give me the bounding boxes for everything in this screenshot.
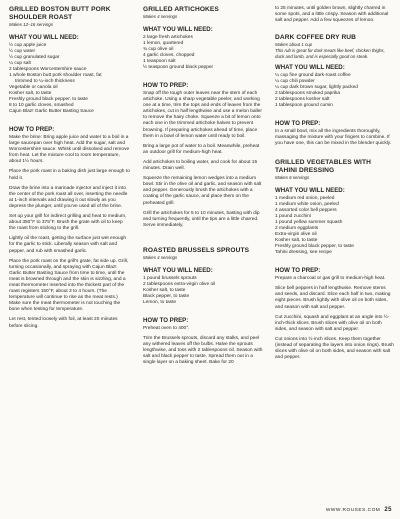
ingredients-heading: WHAT YOU WILL NEED:	[143, 26, 213, 33]
ingredient: 8 to 10 garlic cloves, smashed	[9, 103, 74, 108]
ingredient: 1 medium white onion, peeled	[275, 202, 339, 208]
prep-step: Grill the artichokes for 5 to 10 minutes, basting with dip and turning frequently, until the tips are a little charred. Serve immediately.	[143, 210, 260, 228]
ingredient: 1 pound brussels sprouts	[143, 275, 197, 281]
ingredient-list	[143, 35, 264, 71]
column-2	[143, 6, 264, 370]
prep-heading: HOW TO PREP:	[143, 82, 189, 89]
ingredient-list	[143, 276, 264, 306]
ingredient: Lemon, to taste	[143, 299, 177, 305]
ingredient: Vegetable or canola oil	[9, 85, 58, 90]
ingredient: 1 tablespoon ground cumin	[275, 102, 333, 108]
prep-step: Add artichokes to boiling water, and cook for about 15 minutes. Drain well.	[143, 159, 258, 172]
ingredient: Cajun Blaz! Garlic Butter Basting Sauce	[9, 109, 94, 114]
ingredients-heading: WHAT YOU WILL NEED:	[143, 266, 213, 274]
prep-heading: HOW TO PREP:	[9, 126, 55, 133]
ingredient: Tahini dressing, see recipe	[275, 250, 332, 256]
ingredient-list	[275, 73, 394, 109]
ingredient-list	[9, 43, 130, 115]
ingredient: 2 tablespoons extra-virgin olive oil	[143, 281, 216, 287]
prep-step: Place the pork roast on the grill's grate, fat side up. Grill, turning occasionally, and spraying with Cajun Blaz! Garlic Butter Basting Sauce from time to time, until the meat is browned through and the skin is sizzling, and a meat thermometer inserted into the thickest part of the roast registers 150°F, about 3 to 4 hours. (The temperature will continue to rise as the meat rests.) Make sure the meat thermometer is not touching the bone when testing for temperature.	[9, 258, 129, 313]
ingredients-heading: WHAT YOU WILL NEED:	[275, 187, 345, 195]
ingredient: Freshly ground black pepper, to taste	[275, 244, 354, 250]
ingredient: 2 tablespoons kosher salt	[275, 96, 330, 102]
prep-step: Slice bell peppers in half lengthwise. Remove stems and seeds, and discard. Slice each half in two, making eight pieces. Brush lightly with olive oil on both sides, and season with salt and pepper.	[275, 286, 391, 310]
ingredient: ½ cup granulated sugar	[9, 55, 60, 60]
prep-step: Make the brine: Bring apple juice and water to a boil in a large saucepan over high heat. Add the sugar, salt and Worcestershire sauce. Whisk until dissolved and remove from heat. Let the mixture cool to room temperature, about 1½ hours.	[9, 135, 130, 165]
prep-heading: HOW TO PREP:	[275, 267, 321, 275]
ingredient: Extra-virgin olive oil	[275, 232, 317, 238]
recipe-servings: Makes 6 servings	[275, 175, 310, 181]
prep-step: In a small bowl, mix all the ingredients thoroughly, massaging the mixture with your fingers to combine. If you have one, this can be mixed in the blender quickly.	[275, 128, 392, 147]
ingredients-heading: WHAT YOU WILL NEED:	[9, 34, 79, 41]
page-footer	[326, 507, 392, 513]
prep-step: Place the pork roast in a baking dish just large enough to hold it.	[9, 169, 130, 181]
recipe-title: GRILLED ARTICHOKES	[143, 6, 219, 13]
ingredient: 2 medium eggplants	[275, 226, 319, 232]
prep-step: Let rest, tented loosely with foil, at least 20 minutes before slicing.	[9, 317, 118, 329]
recipe-title: GRILLED VEGETABLES WITH TAHINI DRESSING	[275, 159, 371, 175]
ingredient: ½ cup apple juice	[9, 43, 47, 48]
ingredient: 2 large fresh artichokes	[143, 35, 193, 40]
ingredient: 1 pound zucchini	[275, 214, 312, 220]
prep-step-continued: to 25 minutes, until golden brown, slightly charred in some spots, and a little crispy. Season with additional salt and pepper. Add a few squeezes of lemon.	[275, 6, 389, 24]
ingredient: ¾ cup olive oil	[143, 47, 174, 52]
footer-website[interactable]: WWW.ROUSES.COM	[325, 508, 381, 513]
recipe-note: This rub is great for dark meats like beef, chicken thighs, duck and lamb, and is especially good on steak.	[275, 48, 385, 60]
ingredient-list	[275, 196, 394, 256]
prep-step: Draw the brine into a marinade injector and inject it into the center of the pork roast all over, inserting the needle at 1-inch intervals and drawing it out slowly as you depress the plunger, until you've used all of the brine.	[9, 185, 128, 209]
ingredient: ¼ cup fine ground dark-roast coffee	[275, 72, 351, 78]
prep-step: Bring a large pot of water to a boil. Meanwhile, preheat an outdoor grill for medium-high heat.	[143, 143, 260, 155]
ingredient: 2 tablespoons smoked paprika	[275, 90, 341, 96]
prep-step: Set up your grill for indirect grilling and heat to medium, about 350°F to 375°F. Brush the grate with oil to keep the roast from sticking to the grill.	[9, 214, 127, 232]
ingredient: Kosher salt, to taste	[275, 238, 318, 244]
prep-step: Prepare a charcoal or gas grill to medium-high heat.	[275, 276, 386, 282]
ingredient: 1 pound yellow summer squash	[275, 220, 343, 226]
prep-step: Lightly oil the roast, getting the surface just wet enough for the garlic to stick. Liberally season with salt and pepper, and rub with smashed garlic.	[9, 236, 127, 254]
ingredient: 1 medium red onion, peeled	[275, 196, 335, 202]
recipe-title: DARK COFFEE DRY RUB	[275, 34, 357, 42]
ingredient: Kosher salt, to taste	[9, 91, 52, 96]
recipe-servings: Makes about 1 cup	[275, 42, 313, 48]
ingredient: ½ cup water	[9, 49, 36, 54]
ingredients-heading: WHAT YOU WILL NEED:	[275, 63, 345, 71]
prep-step: Preheat oven to 400°.	[143, 325, 190, 331]
ingredient: ½ teaspoon ground black pepper	[143, 65, 214, 70]
ingredient: Freshly ground black pepper, to taste	[9, 97, 88, 102]
ingredient: 1 teaspoon salt	[143, 59, 176, 64]
ingredient: ¼ cup chili powder	[275, 78, 315, 84]
prep-step: Cut zucchini, squash and eggplant at an angle into ½-inch-thick slices. Brush slices with olive oil on both sides, and season with salt and pepper.	[275, 314, 390, 332]
prep-step: Trim the Brussels sprouts, discard any stalks, and peel any withered leaves off the bulbs. Halve the sprouts lengthwise, and toss with 2 tablespoons oil. Season with salt and black pepper to taste. Spread them out in a single layer on a baking sheet. Bake for 20	[143, 335, 263, 366]
column-1	[9, 6, 130, 334]
ingredient: ¼ cup dark brown sugar, lightly packed	[275, 84, 358, 90]
prep-heading: HOW TO PREP:	[275, 119, 321, 127]
prep-heading: HOW TO PREP:	[143, 316, 189, 324]
column-3	[275, 6, 394, 365]
recipe-title: ROASTED BRUSSELS SPROUTS	[143, 246, 250, 254]
ingredient: 1 lemon, quartered	[143, 41, 184, 46]
recipe-title: GRILLED BOSTON BUTT PORK SHOULDER ROAST	[9, 6, 111, 21]
ingredient: Black pepper, to taste	[143, 293, 190, 299]
ingredient: 2 tablespoons Worcestershire sauce	[9, 67, 87, 72]
recipe-servings: Makes 4 servings	[143, 254, 178, 260]
prep-step: Cut onions into ½-inch slices. Keep them together (instead of separating the layers into onion rings). Brush slices with olive oil on both sides, and season with salt and pepper.	[275, 336, 394, 361]
prep-step: Snap off the tough outer leaves near the stem of each artichoke. Using a sharp vegetable peeler, and working one at a time, trim the tops and ends of leaves from the artichokes, cut in half lengthwise and use a melon baller to remove the hairy choke. Squeeze a bit of lemon onto each one in the trimmed artichoke halves to prevent browning. If preparing artichokes ahead of time, place them in a bowl of lemon water until ready to boil.	[143, 91, 262, 139]
ingredient: trimmed to ¼-inch thickness	[15, 79, 75, 84]
ingredient: 4 garlic cloves, chopped	[143, 53, 195, 58]
recipe-servings: Makes 12–16 servings	[9, 22, 53, 27]
page-number: 25	[384, 507, 392, 513]
ingredient: 4 assorted color bell peppers	[275, 208, 337, 214]
ingredient: Kosher salt, to taste	[143, 287, 186, 293]
prep-step: Squeeze the remaining lemon wedges into a medium bowl. Stir in the olive oil and garlic, and season with salt and pepper. Generously brush the artichokes with a coating of the garlic sauce, and place them on the preheated grill.	[143, 176, 262, 206]
ingredient: 1 whole Boston butt pork shoulder roast, fat	[9, 73, 102, 78]
ingredient: ¼ cup salt	[9, 61, 31, 66]
recipe-servings: Makes 4 servings	[143, 14, 178, 19]
